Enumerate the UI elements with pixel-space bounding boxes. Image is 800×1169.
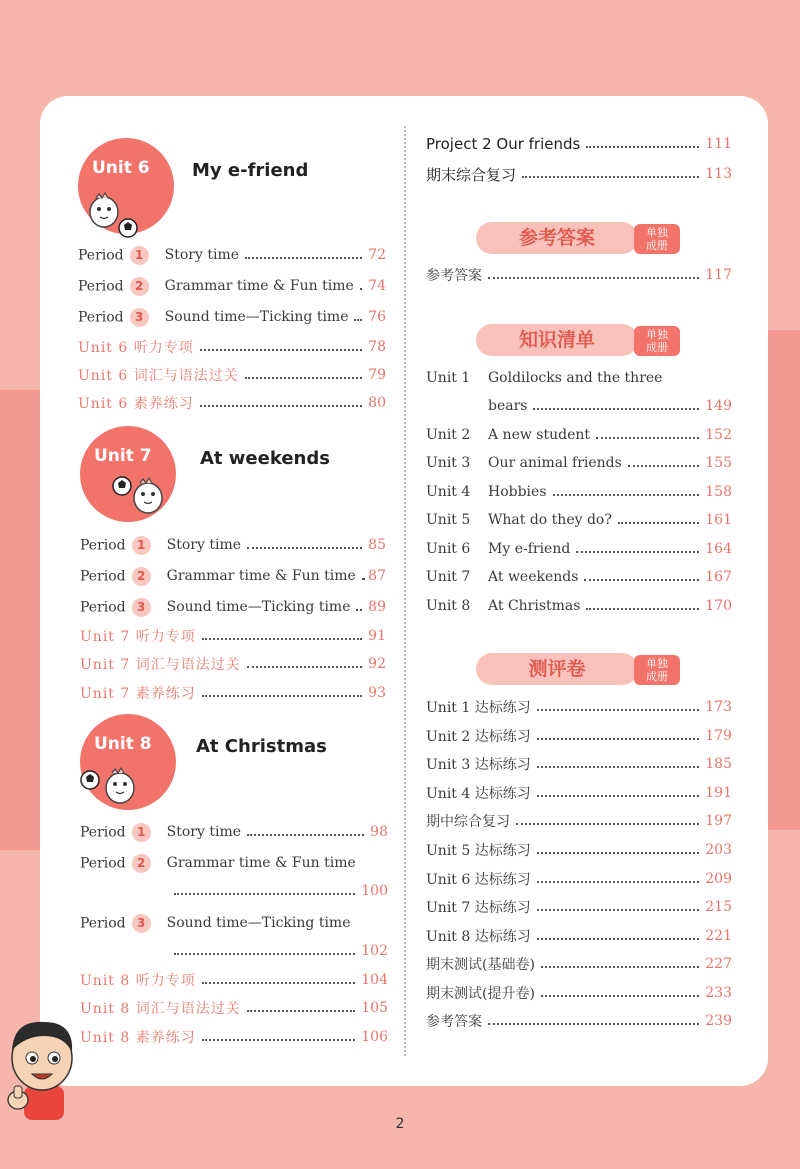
period-number: 1	[132, 823, 151, 842]
knowledge-unit-2[interactable]	[426, 424, 732, 446]
page-ref: 104	[361, 972, 388, 988]
period-title: Grammar time & Fun time	[164, 278, 354, 294]
page-ref: 78	[368, 339, 386, 355]
toc-label: Our animal friends	[488, 455, 622, 471]
leader-dots	[537, 795, 700, 797]
toc-label: Unit 5 达标练习	[426, 843, 531, 859]
leader-dots	[576, 551, 699, 553]
unit-7-period-3[interactable]	[80, 596, 386, 618]
test-row[interactable]	[426, 868, 732, 890]
toc-label: 期末综合复习	[426, 165, 517, 184]
dino-mascot-icon	[82, 186, 142, 242]
page-ref: 100	[361, 883, 388, 899]
leader-dots	[354, 319, 362, 321]
leader-dots	[533, 408, 699, 410]
leader-dots	[537, 909, 700, 911]
unit-8-extra-1[interactable]	[80, 969, 388, 991]
page-ref: 167	[705, 569, 732, 585]
test-row[interactable]	[426, 810, 732, 832]
period-number: 3	[132, 914, 151, 933]
unit-7-extra-3[interactable]	[80, 682, 386, 704]
toc-label: 参考答案	[426, 1014, 482, 1030]
unit-6-extra-2[interactable]	[78, 364, 386, 386]
page-ref: 98	[370, 824, 388, 840]
leader-dots	[247, 834, 364, 836]
leader-dots	[618, 522, 699, 524]
unit-8-period-1[interactable]	[80, 821, 388, 843]
toc-label: Unit 8 达标练习	[426, 929, 531, 945]
period-label: Period	[80, 824, 126, 840]
unit-label: Unit 1	[426, 370, 471, 386]
toc-label: Unit 4 达标练习	[426, 786, 531, 802]
page-ref: 93	[368, 685, 386, 701]
page-ref: 85	[368, 537, 386, 553]
toc-label: 参考答案	[426, 268, 482, 284]
leader-dots	[247, 547, 362, 549]
page-ref: 76	[368, 309, 386, 325]
page-ref: 74	[368, 278, 386, 294]
period-number: 2	[132, 567, 151, 586]
extra-label: Unit 7 听力专项	[80, 629, 196, 645]
page-ref: 197	[705, 813, 732, 829]
unit-label: Unit 2	[426, 427, 471, 443]
leader-dots	[628, 465, 699, 467]
knowledge-unit-4[interactable]	[426, 481, 732, 503]
unit-7-extra-2[interactable]	[80, 653, 386, 675]
page-ref: 113	[705, 166, 732, 182]
extra-label: Unit 8 听力专项	[80, 973, 196, 989]
page-ref: 221	[705, 928, 732, 944]
period-title: Story time	[164, 247, 240, 263]
leader-dots	[537, 709, 700, 711]
period-label: Period	[80, 568, 126, 584]
toc-label: At weekends	[488, 569, 579, 585]
leader-dots	[596, 437, 699, 439]
unit-6-period-2[interactable]	[78, 275, 386, 297]
boy-mascot-icon	[4, 1010, 80, 1120]
banner-tag	[634, 326, 680, 356]
period-label: Period	[78, 309, 124, 325]
page-ref: 179	[705, 728, 732, 744]
unit-label: Unit 7	[426, 569, 471, 585]
unit-7-period-2[interactable]	[80, 565, 386, 587]
test-row[interactable]	[426, 782, 732, 804]
unit-6-extra-1[interactable]	[78, 336, 386, 358]
banner-tag	[634, 224, 680, 254]
test-row[interactable]	[426, 1010, 732, 1032]
page-ref: 227	[705, 956, 732, 972]
leader-dots	[537, 938, 700, 940]
banner-title: 测评卷	[476, 653, 638, 685]
toc-label: Unit 2 达标练习	[426, 729, 531, 745]
page-ref: 87	[368, 568, 386, 584]
period-number: 2	[132, 854, 151, 873]
period-number: 2	[130, 277, 149, 296]
page-ref: 105	[361, 1000, 388, 1016]
unit-label: Unit 3	[426, 455, 471, 471]
period-number: 3	[132, 598, 151, 617]
period-title: Story time	[166, 824, 242, 840]
page-ref: 106	[361, 1029, 388, 1045]
dino-mascot-icon	[80, 760, 140, 816]
extra-label: Unit 7 词汇与语法过关	[80, 657, 241, 673]
leader-dots	[488, 277, 699, 279]
page-ref: 111	[705, 136, 732, 152]
unit-label: Unit 5	[426, 512, 471, 528]
leader-dots	[174, 893, 355, 895]
leader-dots	[516, 823, 699, 825]
toc-label: Unit 1 达标练习	[426, 700, 531, 716]
period-label: Period	[78, 278, 124, 294]
knowledge-unit-1-continued[interactable]	[488, 395, 732, 417]
page-ref: 102	[361, 943, 388, 959]
toc-label: Unit 7 达标练习	[426, 900, 531, 916]
knowledge-unit-1[interactable]	[426, 367, 732, 389]
period-label: Period	[78, 247, 124, 263]
page-ref: 72	[368, 247, 386, 263]
page-ref: 155	[705, 455, 732, 471]
extra-label: Unit 8 词汇与语法过关	[80, 1001, 241, 1017]
tests-banner	[476, 653, 686, 687]
leader-dots	[202, 982, 356, 984]
page-ref: 185	[705, 756, 732, 772]
toc-label: 期末测试(提升卷)	[426, 986, 535, 1002]
leader-dots	[522, 176, 699, 178]
period-title: Sound time—Ticking time	[166, 915, 351, 931]
knowledge-banner	[476, 324, 686, 358]
leader-dots	[488, 1023, 699, 1025]
unit-8-extra-2[interactable]	[80, 997, 388, 1019]
answers-banner	[476, 222, 686, 256]
page-ref: 149	[705, 398, 732, 414]
unit-8-badge: Unit 8	[94, 734, 152, 754]
period-label: Period	[80, 599, 126, 615]
tag-line-1: 单独	[646, 226, 668, 239]
leader-dots	[360, 288, 362, 290]
page-ref: 209	[705, 871, 732, 887]
test-row[interactable]	[426, 925, 732, 947]
page-ref: 215	[705, 899, 732, 915]
project-2-row[interactable]	[426, 133, 732, 155]
test-row[interactable]	[426, 753, 732, 775]
period-title: Grammar time & Fun time	[166, 568, 356, 584]
page-ref: 92	[368, 656, 386, 672]
leader-dots	[200, 349, 362, 351]
page-number: 2	[395, 1116, 405, 1132]
period-number: 1	[132, 536, 151, 555]
unit-6-extra-3[interactable]	[78, 392, 386, 414]
page-ref: 80	[368, 395, 386, 411]
extra-label: Unit 6 词汇与语法过关	[78, 368, 239, 384]
period-number: 1	[130, 246, 149, 265]
toc-label: At Christmas	[488, 598, 581, 614]
period-title: Grammar time & Fun time	[166, 855, 356, 871]
unit-7-extra-1[interactable]	[80, 625, 386, 647]
test-row[interactable]	[426, 953, 732, 975]
test-row[interactable]	[426, 696, 732, 718]
side-stripe-left	[0, 390, 40, 850]
unit-8-period-3[interactable]	[80, 912, 388, 934]
test-row[interactable]	[426, 839, 732, 861]
toc-label: bears	[488, 398, 528, 414]
unit-6-header	[78, 138, 398, 238]
leader-dots	[553, 494, 700, 496]
tag-line-2: 成册	[646, 239, 668, 252]
unit-8-extra-3[interactable]	[80, 1026, 388, 1048]
toc-label: Unit 3 达标练习	[426, 757, 531, 773]
period-label: Period	[80, 915, 126, 931]
leader-dots	[537, 738, 700, 740]
leader-dots	[245, 257, 362, 259]
side-stripe-right	[768, 330, 800, 830]
unit-6-title: My e-friend	[192, 160, 309, 181]
period-title: Sound time—Ticking time	[164, 309, 349, 325]
period-label: Period	[80, 537, 126, 553]
page-ref: 164	[705, 541, 732, 557]
unit-6-period-3[interactable]	[78, 306, 386, 328]
extra-label: Unit 8 素养练习	[80, 1030, 196, 1046]
unit-7-header	[80, 426, 400, 526]
knowledge-unit-8[interactable]	[426, 595, 732, 617]
leader-dots	[200, 405, 362, 407]
unit-6-period-1[interactable]	[78, 244, 386, 266]
toc-label: 期末测试(基础卷)	[426, 957, 535, 973]
unit-label: Unit 4	[426, 484, 471, 500]
page-ref: 191	[705, 785, 732, 801]
leader-dots	[247, 1010, 356, 1012]
unit-label: Unit 8	[426, 598, 471, 614]
leader-dots	[174, 953, 355, 955]
toc-label: Unit 6 达标练习	[426, 872, 531, 888]
unit-6-badge: Unit 6	[92, 158, 150, 178]
leader-dots	[247, 666, 362, 668]
tag-line-2: 成册	[646, 670, 668, 683]
period-label: Period	[80, 855, 126, 871]
leader-dots	[584, 579, 699, 581]
unit-8-period-2-continued[interactable]	[174, 880, 388, 902]
knowledge-unit-5[interactable]	[426, 509, 732, 531]
leader-dots	[586, 146, 699, 148]
unit-7-period-1[interactable]	[80, 534, 386, 556]
unit-8-period-3-continued[interactable]	[174, 940, 388, 962]
banner-title: 参考答案	[476, 222, 638, 254]
unit-8-period-2[interactable]	[80, 852, 388, 874]
leader-dots	[537, 766, 700, 768]
tag-line-1: 单独	[646, 328, 668, 341]
banner-tag	[634, 655, 680, 685]
page-ref: 170	[705, 598, 732, 614]
toc-label: What do they do?	[488, 512, 612, 528]
page-ref: 89	[368, 599, 386, 615]
answers-row[interactable]	[426, 264, 732, 286]
extra-label: Unit 7 素养练习	[80, 686, 196, 702]
page-ref: 161	[705, 512, 732, 528]
period-title: Story time	[166, 537, 242, 553]
leader-dots	[537, 881, 700, 883]
unit-7-title: At weekends	[200, 448, 330, 469]
page-ref: 203	[705, 842, 732, 858]
toc-label: A new student	[488, 427, 591, 443]
column-divider	[404, 126, 406, 1056]
knowledge-unit-6[interactable]	[426, 538, 732, 560]
extra-label: Unit 6 听力专项	[78, 340, 194, 356]
extra-label: Unit 6 素养练习	[78, 396, 194, 412]
knowledge-unit-3[interactable]	[426, 452, 732, 474]
final-review-row[interactable]	[426, 163, 732, 185]
tag-line-2: 成册	[646, 341, 668, 354]
tag-line-1: 单独	[646, 657, 668, 670]
test-row[interactable]	[426, 725, 732, 747]
page-ref: 173	[705, 699, 732, 715]
toc-label: 期中综合复习	[426, 814, 510, 830]
leader-dots	[202, 638, 362, 640]
unit-7-badge: Unit 7	[94, 446, 152, 466]
period-title: Sound time—Ticking time	[166, 599, 351, 615]
toc-label: Goldilocks and the three	[488, 370, 663, 386]
leader-dots	[537, 852, 700, 854]
unit-8-header	[80, 714, 400, 814]
banner-title: 知识清单	[476, 324, 638, 356]
page-ref: 91	[368, 628, 386, 644]
test-row[interactable]	[426, 896, 732, 918]
knowledge-unit-7[interactable]	[426, 566, 732, 588]
leader-dots	[541, 995, 699, 997]
toc-label: My e-friend	[488, 541, 571, 557]
page-ref: 152	[705, 427, 732, 443]
page-ref: 239	[705, 1013, 732, 1029]
page-ref: 117	[705, 267, 732, 283]
leader-dots	[202, 695, 362, 697]
toc-label: Hobbies	[488, 484, 547, 500]
leader-dots	[586, 608, 699, 610]
leader-dots	[202, 1039, 356, 1041]
test-row[interactable]	[426, 982, 732, 1004]
dino-mascot-icon	[110, 472, 170, 528]
toc-label: Project 2 Our friends	[426, 135, 581, 153]
leader-dots	[356, 609, 362, 611]
unit-8-title: At Christmas	[196, 736, 327, 757]
unit-label: Unit 6	[426, 541, 471, 557]
page-ref: 79	[368, 367, 386, 383]
period-number: 3	[130, 308, 149, 327]
leader-dots	[541, 966, 699, 968]
page-ref: 158	[705, 484, 732, 500]
leader-dots	[245, 377, 362, 379]
page-ref: 233	[705, 985, 732, 1001]
